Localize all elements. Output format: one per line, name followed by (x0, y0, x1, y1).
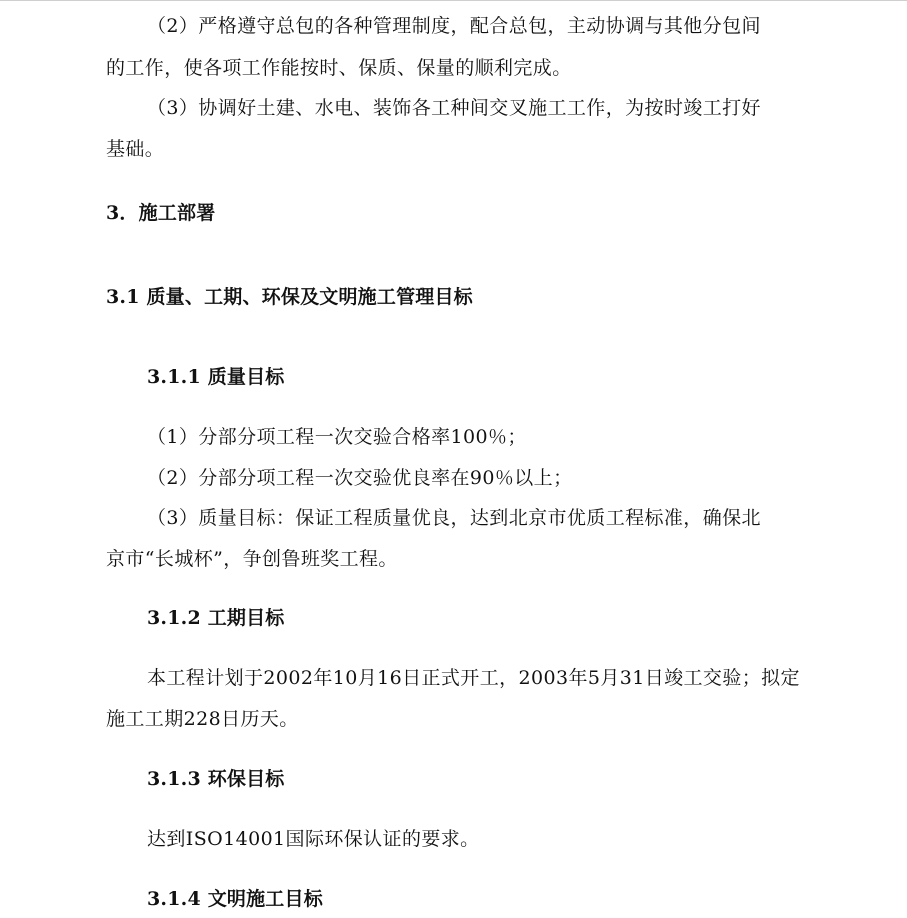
quality-item-3-line-2: 京市“长城杯”，争创鲁班奖工程。 (106, 548, 398, 570)
quality-item-1: （1）分部分项工程一次交验合格率100％； (147, 426, 527, 448)
schedule-paragraph-line-1: 本工程计划于2002年10月16日正式开工，2003年5月31日竣工交验；拟定 (147, 667, 800, 689)
paragraph-trades-line-2: 基础。 (106, 138, 165, 160)
heading-3-construction-deployment: 3．施工部署 (106, 202, 216, 224)
paragraph-trades-line-1: （3）协调好土建、水电、装饰各工种间交叉施工工作，为按时竣工打好 (147, 97, 761, 119)
environmental-paragraph: 达到ISO14001国际环保认证的要求。 (147, 828, 480, 850)
paragraph-coordination-line-2: 的工作，使各项工作能按时、保质、保量的顺利完成。 (106, 57, 572, 79)
quality-item-3-line-1: （3）质量目标：保证工程质量优良，达到北京市优质工程标准，确保北 (147, 507, 761, 529)
schedule-paragraph-line-2: 施工工期228日历天。 (106, 708, 299, 730)
paragraph-coordination-line-1: （2）严格遵守总包的各种管理制度，配合总包，主动协调与其他分包间 (147, 15, 761, 37)
heading-3-1-4-civilized-construction-objectives: 3.1.4 文明施工目标 (147, 888, 323, 910)
heading-3-1-1-quality-objectives: 3.1.1 质量目标 (147, 366, 285, 388)
heading-3-1-2-schedule-objectives: 3.1.2 工期目标 (147, 607, 285, 629)
heading-3-1-management-objectives: 3.1 质量、工期、环保及文明施工管理目标 (106, 286, 473, 308)
quality-item-2: （2）分部分项工程一次交验优良率在90％以上； (147, 467, 573, 489)
heading-3-1-3-environmental-objectives: 3.1.3 环保目标 (147, 768, 285, 790)
